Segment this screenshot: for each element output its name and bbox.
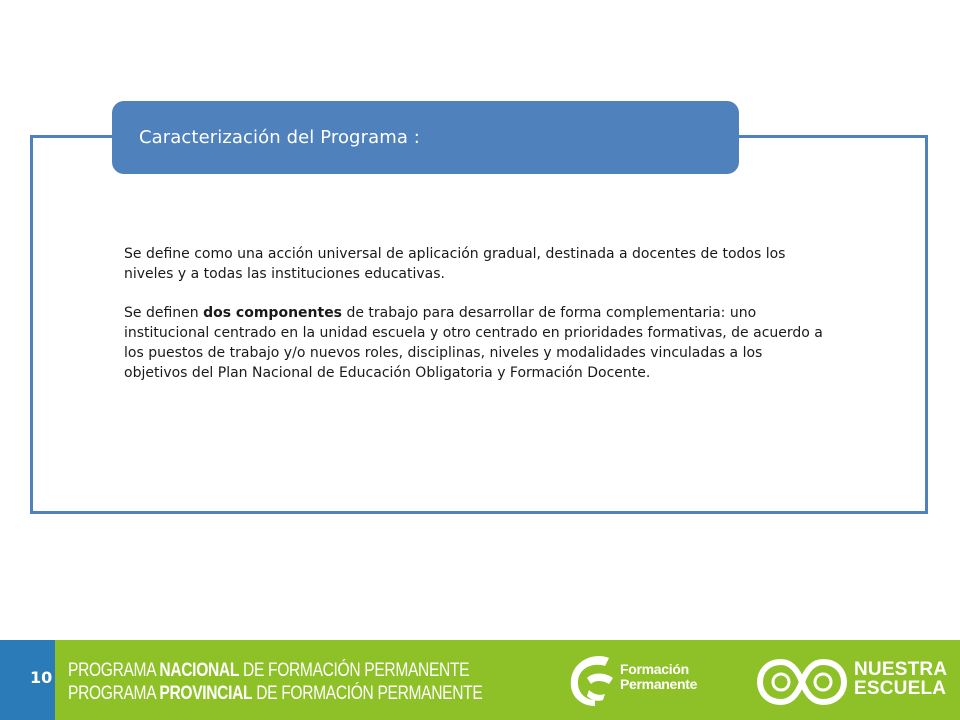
header-bar xyxy=(112,101,739,174)
ne-line1: NUESTRA xyxy=(854,659,948,680)
line1-prefix: PROGRAMA xyxy=(68,660,160,681)
page-number: 10 xyxy=(30,668,53,687)
line1-suffix: DE FORMACIÓN PERMANENTE xyxy=(239,660,470,681)
line2-prefix: PROGRAMA xyxy=(68,683,160,704)
program-provincial-line xyxy=(68,683,482,705)
slide-title: Caracterización del Programa : xyxy=(139,127,420,148)
paragraph-1: Se define como una acción universal de aplicación gradual, destinada a docentes de todos los niveles y a todas las instituciones educativas. xyxy=(124,246,786,282)
line2-bold: PROVINCIAL xyxy=(159,683,253,704)
fp-line1: Formación xyxy=(620,661,689,677)
nuestra-escuela-logo xyxy=(757,654,957,710)
program-national-line xyxy=(68,660,469,682)
fp-line2: Permanente xyxy=(620,676,698,692)
ne-line2: ESCUELA xyxy=(854,678,947,699)
paragraph-2-emphasis: dos componentes xyxy=(203,305,343,321)
formacion-permanente-icon xyxy=(565,650,617,710)
body-text xyxy=(124,244,824,402)
paragraph-2 xyxy=(124,303,824,383)
formacion-permanente-logo xyxy=(565,650,725,710)
paragraph-2-start: Se definen xyxy=(124,305,204,321)
nuestra-escuela-text xyxy=(854,660,947,698)
paragraph-2-end: de trabajo para desarrollar de forma complementaria: uno institucional centrado en la unidad escuela y otro centrado en prioridades formativas, de acuerdo a los puestos de trabajo y/o nuevos roles, disciplinas, niveles y modalidades vinculadas a los objetivos del Plan Nacional de Educación Obligatoria y Formación Docente. xyxy=(124,305,823,381)
line2-suffix: DE FORMACIÓN PERMANENTE xyxy=(252,683,483,704)
formacion-permanente-text xyxy=(620,662,697,692)
line1-bold: NACIONAL xyxy=(159,660,240,681)
infinity-icon xyxy=(757,654,847,710)
